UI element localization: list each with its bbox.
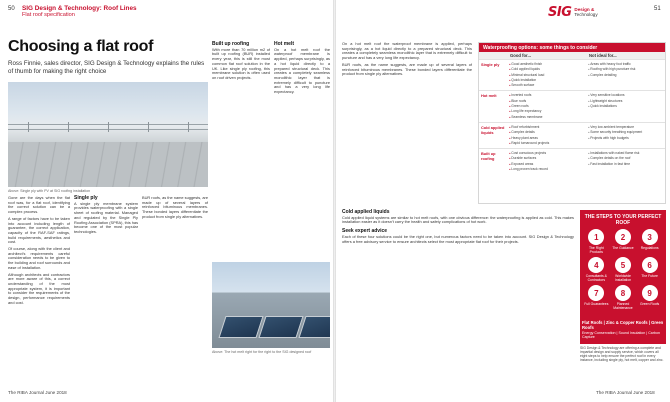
step-label: Worldwide Installation (614, 274, 632, 282)
section-title: SIG Design & Technology: Roof Lines (22, 5, 137, 12)
solar-panel (258, 316, 303, 338)
article-column-3 (212, 42, 270, 81)
step-item (637, 285, 662, 310)
page-footer: The RIBA Journal June 2018 (8, 390, 67, 395)
step-number-icon: 9 (642, 285, 658, 301)
subheading-built-up-roofing: Built up roofing (212, 41, 250, 47)
sig-service-note: SIG Design & Technology are offering a complete and impartial design and supply service, which covers all eight steps to help ensure the perfect roof in every instance, including single ply, hot melt, copper and zinc. (580, 346, 664, 363)
list-item: ● Roofing with high puncture risk (588, 67, 663, 72)
photo-caption: Above: Single ply with PV at SIG roofing installation (8, 189, 91, 193)
page-number: 51 (654, 6, 661, 12)
row-good-cell (507, 123, 586, 148)
step-label: The Future (641, 274, 658, 278)
article-column-4 (274, 42, 330, 95)
continued-paragraph: On a hot melt roof the waterproof membrane is applied, perhaps surprisingly, as a hot liquid directly to a prepared structural deck. This creates a completely seamless monolithic layer that is extremely difficult to puncture and has a very long life expectancy. (342, 41, 472, 61)
table-row (479, 59, 665, 90)
step-item (611, 257, 636, 282)
article-column-1 (8, 196, 70, 305)
step-number-icon: 4 (588, 257, 604, 273)
table-title: Waterproofing options: some things to consider (479, 43, 665, 52)
list-item: ● Very sensitive locations (588, 93, 663, 98)
list-item: ● Durable surfaces (509, 156, 584, 161)
step-item (584, 285, 609, 310)
step-number-icon: 3 (642, 229, 658, 245)
table-row (479, 122, 665, 148)
step-label: The Right Products (588, 246, 604, 254)
sig-logo (548, 4, 598, 20)
list-item: ● Long proven track record (509, 167, 584, 172)
step-number-icon: 8 (615, 285, 631, 301)
list-item: ● Complex details (509, 130, 584, 135)
list-item: ● Exposed areas (509, 162, 584, 167)
list-item: ● Good aesthetic finish (509, 62, 584, 67)
list-item: ● Projects with high budgets (588, 136, 663, 141)
list-item: ● Minimal structural load (509, 73, 584, 78)
step-number-icon: 6 (642, 257, 658, 273)
step-number-icon: 1 (588, 229, 604, 245)
column-3-paragraph: With more than 70 million m2 of built up roofing (BUR) installed every year, this is still the most common flat roof solution in the UK. Like single ply roofing, this membrane solution is often used on roof driven projects. (212, 46, 270, 80)
logo-line-2: Technology (574, 12, 598, 17)
right-page (336, 0, 670, 402)
step-item (584, 229, 609, 254)
row-bad-cell (586, 149, 665, 174)
subheading-cold-applied: Cold applied liquids (342, 209, 390, 215)
table-header (479, 52, 665, 59)
list-item: ● Areas with heavy foot traffic (588, 62, 663, 67)
logo-line-1: Design & (574, 7, 595, 12)
left-page (0, 0, 334, 402)
services-tagline: Energy Conservation | Sound Insulation | Carbon Capture (582, 331, 660, 340)
row-good-cell (507, 60, 586, 90)
column-4-paragraph: On a hot melt roof the waterproof membrane is applied, perhaps surprisingly, as a hot liquid directly to a prepared structural deck. This creates a completely seamless monolithic layer that is extremely difficult to puncture and has a very long life expectancy. (274, 46, 330, 95)
photo-roof-surface (8, 142, 208, 187)
subheading-expert-advice: Seek expert advice (342, 228, 388, 235)
list-item: ● Rapid turnaround projects (509, 141, 584, 146)
article-headline: Choosing a flat roof (8, 38, 154, 55)
step-item (611, 229, 636, 254)
step-number-icon: 5 (615, 257, 631, 273)
step-label: The Guidance (612, 246, 634, 250)
row-bad-cell (586, 91, 665, 121)
step-label: Regulations (640, 246, 659, 250)
list-item: ● Very low ambient temperature (588, 125, 663, 130)
list-item: ● Complex details on the roof (588, 156, 663, 161)
article-standfirst: Ross Finnie, sales director, SIG Design & Technology explains the rules of thumb for making the right choice (8, 60, 205, 75)
row-label: Hot melt (481, 93, 497, 99)
list-item: ● Some security breathing equipment (588, 130, 663, 135)
step-label: Planned Maintenance (613, 302, 633, 310)
list-item: ● Lightweight structures (588, 99, 663, 104)
table-row (479, 148, 665, 174)
header-bad: Not ideal for... (589, 53, 617, 58)
waterproofing-options-table (478, 42, 666, 204)
steps-grid (584, 229, 662, 310)
list-item: ● Smooth surface (509, 83, 584, 88)
column-1-paragraph: Although architects and contractors are more aware of this, a correct understanding of the most appropriate system, it is important to consider the requirements of the design, performance requirements and cost. (8, 271, 70, 305)
list-item: ● Seamless membrane (509, 115, 584, 120)
step-label: Full Guarantees (584, 302, 609, 306)
list-item: ● Installations with naked flame risk (588, 151, 663, 156)
list-item: ● Quick installations (588, 104, 663, 109)
row-label: Single ply (481, 62, 500, 67)
row-bad-cell (586, 60, 665, 90)
page-number: 50 (8, 6, 15, 12)
solar-roof-photo (212, 262, 330, 348)
column-2-paragraph: A single ply membrane system provides waterproofing with a single sheet of roofing material. Managed and regulated by the Single Ply Roofing Association (SPRA), this has become one of the most popular technologies. (74, 200, 139, 234)
steps-title: THE STEPS TO YOUR PERFECT ROOF (584, 214, 662, 226)
column-2b-paragraph: BUR roofs, as the name suggests, are made up of several layers of reinforced bituminous membranes. These bonded layers differentiate the product from single ply alternatives. (142, 195, 208, 219)
list-item: ● Heavy plant areas (509, 136, 584, 141)
list-item: ● Complex detailing (588, 73, 663, 78)
list-item: ● Fast installation in fast time (588, 162, 663, 167)
step-item (584, 257, 609, 282)
column-1-paragraph: A range of factors have to be taken into account including length of guarantee, the correct application, capacity of the RAF-SAF ratings, build requirements, aesthetics and cost. (8, 215, 70, 245)
step-number-icon: 7 (588, 285, 604, 301)
roof-types-tagline: Flat Roofs | Zinc & Copper Roofs | Green Roofs (582, 320, 664, 330)
solar-photo-caption: Above: The hot melt right for the right to the SIG designed roof (212, 350, 312, 354)
solar-panel (218, 316, 263, 338)
subheading-single-ply: Single ply (74, 195, 98, 201)
expert-advice-paragraph: Each of these four solutions could be the right one, but numerous factors need to be taken into account. SIG Design & Technology offers a free advisory service to ensure architects select the most appropriate flat roof for their projects. (342, 233, 574, 244)
article-column-2b (142, 196, 208, 220)
header-good: Good for... (510, 53, 531, 58)
row-good-cell (507, 91, 586, 121)
article-column-2 (74, 196, 138, 235)
subheading-hot-melt: Hot melt (274, 41, 294, 47)
row-good-cell (507, 149, 586, 174)
step-item (637, 229, 662, 254)
section-subtitle: Flat roof specification (22, 12, 75, 18)
list-item: ● Cost conscious projects (509, 151, 584, 156)
sig-logo-mark: SIG (548, 4, 572, 20)
row-label: Cold applied liquids (481, 124, 505, 135)
row-bad-cell (586, 123, 665, 148)
step-label: Consultants & Contractors (585, 274, 607, 282)
table-row (479, 90, 665, 121)
page-footer: The RIBA Journal June 2018 (596, 390, 655, 395)
list-item: ● Inverted roofs (509, 93, 584, 98)
roof-photo (8, 82, 208, 187)
step-number-icon: 2 (615, 229, 631, 245)
row-label: Built up roofing (481, 151, 496, 162)
step-label: Green Roofs (640, 302, 660, 306)
list-item: ● Quick installation (509, 78, 584, 83)
cold-applied-column (342, 210, 574, 244)
step-item (611, 285, 636, 310)
list-item: ● Cold applied liquids (509, 67, 584, 72)
column-1-intro: Gone are the days when the flat roof was, for a flat roof, identifying the correct solution can be a complex process. (8, 195, 70, 215)
cold-applied-paragraph: Cold applied liquid systems are similar to hot melt roofs, with one obvious difference: the waterproofing is applied as cold. This makes installation easier as it doesn't carry the health and safety complications of hot work. (342, 214, 574, 225)
continued-paragraph: BUR roofs, as the name suggests, are made up of several layers of reinforced bituminous membranes. These bonded layers differentiate the product from single ply alternatives. (342, 61, 472, 77)
list-item: ● Green roofs (509, 104, 584, 109)
table-body (479, 59, 665, 174)
list-item: ● Roof refurbishment (509, 125, 584, 130)
list-item: ● Long life expectancy (509, 109, 584, 114)
solar-panel (298, 316, 330, 338)
column-1-paragraph: Of course, along with the client and architect's requirements careful consideration needs to be given to the building and roof surrounds and ease of installation. (8, 246, 70, 270)
continued-column (342, 42, 472, 77)
list-item: ● Blue roofs (509, 99, 584, 104)
step-item (637, 257, 662, 282)
